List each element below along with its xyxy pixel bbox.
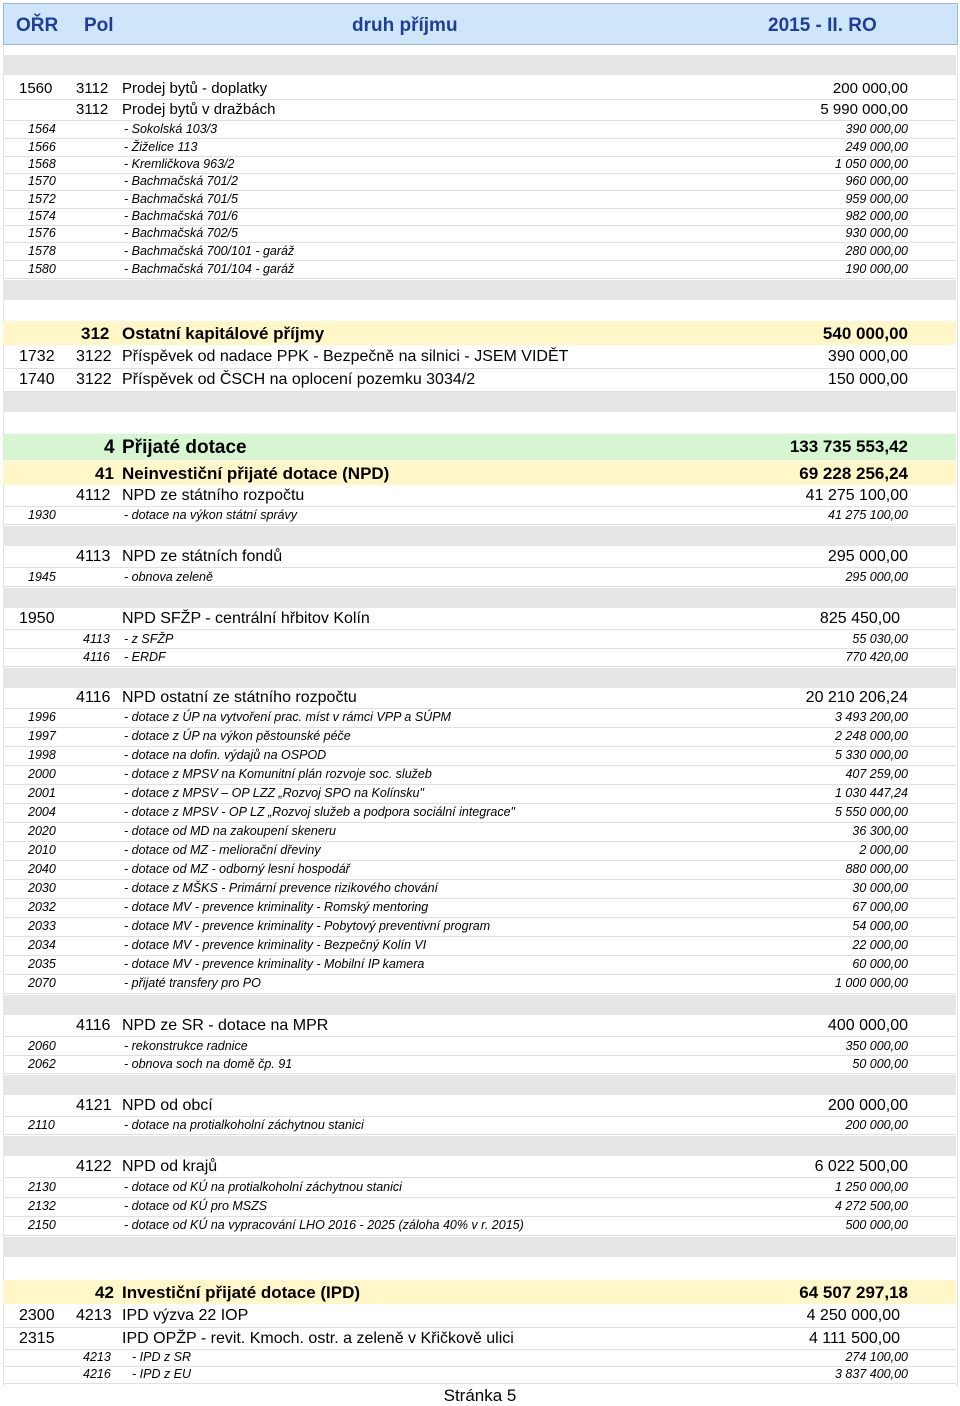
orr-cell: 2010 — [28, 843, 56, 857]
pol-cell: 3122 — [76, 348, 112, 365]
pol-cell: 4113 — [76, 548, 111, 565]
label-cell: Prodej bytů - doplatky — [122, 80, 268, 97]
amount-cell: 350 000,00 — [845, 1039, 908, 1053]
amount-cell: 69 228 256,24 — [799, 464, 908, 483]
label-cell: Prodej bytů v dražbách — [122, 101, 276, 118]
amount-cell: 5 330 000,00 — [835, 748, 908, 762]
pol-cell: 312 — [81, 324, 110, 343]
list-item — [3, 1216, 956, 1236]
label-cell: Příspěvek od nadace PPK - Bezpečně na silnici - JSEM VIDĚT — [122, 348, 569, 365]
orr-cell: 2033 — [28, 919, 56, 933]
label-cell: - dotace na dofin. výdajů na OSPOD — [124, 748, 327, 762]
table-row — [3, 1328, 956, 1350]
page-number: Stránka 5 — [443, 1386, 517, 1405]
section-header-row — [3, 321, 956, 345]
list-item — [3, 1055, 956, 1074]
amount-cell: 6 022 500,00 — [814, 1158, 908, 1175]
list-item — [3, 936, 956, 956]
table-row — [3, 688, 956, 709]
amount-cell: 825 450,00 — [819, 610, 900, 627]
table-row — [3, 100, 956, 121]
orr-cell: 1572 — [28, 192, 56, 206]
label-cell: NPD ze SR - dotace na MPR — [122, 1017, 329, 1034]
list-item — [3, 974, 956, 994]
label-cell: IPD OPŽP - revit. Kmoch. ostr. a zeleně v Křičkově ulici — [122, 1330, 514, 1347]
orr-cell: 1732 — [19, 348, 55, 365]
pol-cell: 4122 — [76, 1158, 112, 1175]
list-item — [3, 1037, 956, 1056]
list-item — [3, 1366, 956, 1384]
orr-cell: 2001 — [28, 786, 56, 800]
table-row — [3, 609, 956, 630]
table-row — [3, 1096, 956, 1117]
amount-cell: 133 735 553,42 — [789, 437, 908, 456]
label-cell: - dotace od KÚ na vypracování LHO 2016 - 2025 (záloha 40% v r. 2015) — [124, 1218, 524, 1232]
orr-cell: 1568 — [28, 157, 56, 171]
orr-cell: 1580 — [28, 262, 56, 276]
label-cell: - Bachmačská 701/5 — [124, 192, 238, 206]
amount-cell: 390 000,00 — [827, 348, 908, 365]
list-item — [3, 727, 956, 747]
orr-cell: 1564 — [28, 122, 56, 136]
orr-cell: 1997 — [28, 729, 56, 743]
gap-row — [3, 280, 956, 300]
table-row — [3, 346, 956, 369]
label-cell: NPD od obcí — [122, 1097, 213, 1114]
gap-row — [3, 995, 956, 1015]
orr-cell: 2004 — [28, 805, 56, 819]
list-item — [3, 803, 956, 823]
label-cell: - dotace od KÚ na protialkoholní záchytnou stanici — [124, 1180, 402, 1194]
amount-cell: 36 300,00 — [852, 824, 908, 838]
label-cell: - dotace z MPSV – OP LZZ „Rozvoj SPO na Kolínsku" — [124, 786, 424, 800]
orr-cell: 1930 — [28, 508, 56, 522]
label-cell: NPD SFŽP - centrální hřbitov Kolín — [122, 610, 370, 627]
gap-row — [3, 668, 956, 688]
table-row — [3, 547, 956, 568]
list-item — [3, 841, 956, 861]
amount-cell: 50 000,00 — [852, 1057, 908, 1071]
orr-cell: 2300 — [19, 1307, 55, 1324]
orr-cell: 1998 — [28, 748, 56, 762]
pol-cell: 3112 — [76, 101, 109, 118]
amount-cell: 400 000,00 — [827, 1017, 908, 1034]
list-item — [3, 1116, 956, 1135]
gap-row — [3, 1237, 956, 1257]
amount-cell: 200 000,00 — [832, 80, 908, 97]
gap-row — [3, 526, 956, 546]
list-item — [3, 784, 956, 804]
orr-cell: 2030 — [28, 881, 56, 895]
pol-cell: 4116 — [83, 650, 110, 664]
list-item — [3, 242, 956, 261]
pol-cell: 4121 — [76, 1097, 112, 1114]
pol-cell: 41 — [95, 464, 114, 483]
amount-cell: 500 000,00 — [845, 1218, 908, 1232]
amount-cell: 295 000,00 — [827, 548, 908, 565]
label-cell: - dotace z MPSV na Komunitní plán rozvoje soc. služeb — [124, 767, 432, 781]
amount-cell: 150 000,00 — [827, 371, 908, 388]
label-cell: - obnova soch na domě čp. 91 — [124, 1057, 293, 1071]
section-header-row — [3, 434, 956, 460]
label-cell: NPD ze státních fondů — [122, 548, 283, 565]
list-item — [3, 1197, 956, 1217]
label-cell: - Bachmačská 700/101 - garáž — [124, 244, 295, 258]
orr-cell: 1578 — [28, 244, 56, 258]
table-row — [3, 78, 956, 100]
label-cell: Neinvestiční přijaté dotace (NPD) — [122, 464, 390, 483]
amount-cell: 2 248 000,00 — [835, 729, 908, 743]
orr-cell: 2130 — [28, 1180, 56, 1194]
amount-cell: 3 493 200,00 — [835, 710, 908, 724]
amount-cell: 295 000,00 — [845, 570, 908, 584]
label-cell: NPD ostatní ze státního rozpočtu — [122, 689, 357, 706]
label-cell: NPD od krajů — [122, 1158, 218, 1175]
orr-cell: 2132 — [28, 1199, 56, 1213]
orr-cell: 2040 — [28, 862, 56, 876]
amount-cell: 880 000,00 — [845, 862, 908, 876]
list-item — [3, 860, 956, 880]
orr-cell: 2070 — [28, 976, 56, 990]
label-cell: - dotace z ÚP na vytvoření prac. míst v rámci VPP a SÚPM — [124, 710, 451, 724]
header-druh-prijmu: druh příjmu — [352, 15, 458, 36]
amount-cell: 2 000,00 — [859, 843, 908, 857]
amount-cell: 54 000,00 — [852, 919, 908, 933]
gap-row — [3, 55, 956, 75]
list-item — [3, 1349, 956, 1367]
amount-cell: 67 000,00 — [852, 900, 908, 914]
list-item — [3, 648, 956, 667]
list-item — [3, 746, 956, 766]
list-item — [3, 765, 956, 785]
list-item — [3, 955, 956, 975]
list-item — [3, 260, 956, 279]
section-header-row — [3, 1280, 956, 1304]
list-item — [3, 822, 956, 842]
orr-cell: 1560 — [19, 80, 53, 97]
orr-cell: 2035 — [28, 957, 56, 971]
amount-cell: 30 000,00 — [852, 881, 908, 895]
amount-cell: 41 275 100,00 — [828, 508, 908, 522]
pol-cell: 4213 — [83, 1350, 111, 1364]
label-cell: - dotace od MZ - odborný lesní hospodář — [124, 862, 350, 876]
gap-row — [3, 392, 956, 412]
amount-cell: 190 000,00 — [845, 262, 908, 276]
label-cell: - Bachmačská 701/6 — [124, 209, 238, 223]
amount-cell: 930 000,00 — [845, 226, 908, 240]
amount-cell: 5 550 000,00 — [835, 805, 908, 819]
pol-cell: 4213 — [76, 1307, 112, 1324]
list-item — [3, 708, 956, 728]
table-row — [3, 1016, 956, 1037]
list-item — [3, 172, 956, 191]
orr-cell: 2060 — [28, 1039, 56, 1053]
list-item — [3, 879, 956, 899]
list-item — [3, 506, 956, 525]
amount-cell: 770 420,00 — [845, 650, 908, 664]
amount-cell: 390 000,00 — [845, 122, 908, 136]
amount-cell: 249 000,00 — [845, 140, 908, 154]
amount-cell: 200 000,00 — [827, 1097, 908, 1114]
list-item — [3, 224, 956, 243]
table-header — [3, 3, 958, 45]
amount-cell: 274 100,00 — [845, 1350, 908, 1364]
orr-cell: 1570 — [28, 174, 56, 188]
amount-cell: 4 250 000,00 — [806, 1307, 900, 1324]
orr-cell: 1574 — [28, 209, 56, 223]
pol-cell: 3122 — [76, 371, 112, 388]
orr-cell: 2000 — [28, 767, 56, 781]
gap-row — [3, 1075, 956, 1095]
table-row — [3, 486, 956, 507]
list-item — [3, 568, 956, 587]
label-cell: Ostatní kapitálové příjmy — [122, 324, 325, 343]
pol-cell: 42 — [95, 1283, 114, 1302]
amount-cell: 55 030,00 — [852, 632, 908, 646]
label-cell: Příspěvek od ČSCH na oplocení pozemku 3034/2 — [122, 371, 476, 388]
list-item — [3, 120, 956, 139]
label-cell: - dotace z MŠKS - Primární prevence rizikového chování — [124, 881, 439, 895]
amount-cell: 982 000,00 — [845, 209, 908, 223]
label-cell: - dotace od MD na zakoupení skeneru — [124, 824, 336, 838]
orr-cell: 2034 — [28, 938, 56, 952]
table-row — [3, 1305, 956, 1328]
orr-cell: 2150 — [28, 1218, 56, 1232]
pol-cell: 3112 — [76, 80, 109, 97]
label-cell: IPD výzva 22 IOP — [122, 1307, 249, 1324]
orr-cell: 2110 — [28, 1118, 55, 1132]
list-item — [3, 1178, 956, 1198]
label-cell: - Sokolská 103/3 — [124, 122, 218, 136]
label-cell: - dotace MV - prevence kriminality - Mobilní IP kamera — [124, 957, 425, 971]
header-period: 2015 - II. RO — [768, 15, 877, 36]
pol-cell: 4116 — [76, 1017, 111, 1034]
orr-cell: 2062 — [28, 1057, 56, 1071]
orr-cell: 1566 — [28, 140, 56, 154]
header-pol: Pol — [84, 15, 114, 36]
amount-cell: 20 210 206,24 — [805, 689, 908, 706]
amount-cell: 1 050 000,00 — [835, 157, 908, 171]
label-cell: - dotace od KÚ pro MSZS — [124, 1199, 268, 1213]
amount-cell: 3 837 400,00 — [835, 1367, 908, 1381]
pol-cell: 4116 — [76, 689, 111, 706]
orr-cell: 1576 — [28, 226, 56, 240]
label-cell: - dotace na protialkoholní záchytnou stanici — [124, 1118, 364, 1132]
amount-cell: 407 259,00 — [845, 767, 908, 781]
orr-cell: 1945 — [28, 570, 56, 584]
pol-cell: 4113 — [83, 632, 110, 646]
label-cell: - Žiželice 113 — [124, 140, 198, 154]
label-cell: Investiční přijaté dotace (IPD) — [122, 1283, 361, 1302]
pol-cell: 4 — [104, 437, 115, 458]
pol-cell: 4112 — [76, 487, 111, 504]
label-cell: - obnova zeleně — [124, 570, 213, 584]
label-cell: - Kremličkova 963/2 — [124, 157, 235, 171]
amount-cell: 5 990 000,00 — [820, 101, 908, 118]
amount-cell: 4 272 500,00 — [835, 1199, 908, 1213]
amount-cell: 1 250 000,00 — [835, 1180, 908, 1194]
amount-cell: 280 000,00 — [845, 244, 908, 258]
amount-cell: 960 000,00 — [845, 174, 908, 188]
header-orr: OŘR — [16, 15, 59, 36]
amount-cell: 41 275 100,00 — [805, 487, 908, 504]
label-cell: - Bachmačská 701/104 - garáž — [124, 262, 295, 276]
label-cell: - Bachmačská 702/5 — [124, 226, 238, 240]
label-cell: Přijaté dotace — [122, 437, 247, 458]
amount-cell: 200 000,00 — [845, 1118, 908, 1132]
label-cell: - z SFŽP — [124, 632, 174, 646]
gap-row — [3, 1136, 956, 1156]
table-row — [3, 1157, 956, 1178]
label-cell: NPD ze státního rozpočtu — [122, 487, 305, 504]
amount-cell: 22 000,00 — [852, 938, 908, 952]
list-item — [3, 898, 956, 918]
amount-cell: 64 507 297,18 — [799, 1283, 908, 1302]
label-cell: - dotace od MZ - meliorační dřeviny — [124, 843, 321, 857]
label-cell: - IPD z SR — [132, 1350, 192, 1364]
orr-cell: 1996 — [28, 710, 56, 724]
list-item — [3, 917, 956, 937]
label-cell: - dotace MV - prevence kriminality - Romský mentoring — [124, 900, 429, 914]
label-cell: - dotace MV - prevence kriminality - Pobytový preventivní program — [124, 919, 491, 933]
label-cell: - dotace MV - prevence kriminality - Bezpečný Kolín VI — [124, 938, 427, 952]
pol-cell: 4216 — [83, 1367, 111, 1381]
orr-cell: 2020 — [28, 824, 56, 838]
orr-cell: 2315 — [19, 1330, 55, 1347]
orr-cell: 2032 — [28, 900, 56, 914]
label-cell: - přijaté transfery pro PO — [124, 976, 261, 990]
orr-cell: 1950 — [19, 610, 55, 627]
list-item — [3, 630, 956, 649]
orr-cell: 1740 — [19, 371, 55, 388]
label-cell: - dotace z MPSV - OP LZ „Rozvoj služeb a podpora sociální integrace" — [124, 805, 515, 819]
amount-cell: 959 000,00 — [845, 192, 908, 206]
amount-cell: 540 000,00 — [822, 324, 908, 343]
label-cell: - dotace na výkon státní správy — [124, 508, 298, 522]
amount-cell: 4 111 500,00 — [808, 1330, 900, 1347]
label-cell: - ERDF — [124, 650, 166, 664]
amount-cell: 60 000,00 — [852, 957, 908, 971]
label-cell: - dotace z ÚP na výkon pěstounské péče — [124, 729, 351, 743]
amount-cell: 1 000 000,00 — [835, 976, 908, 990]
label-cell: - IPD z EU — [132, 1367, 192, 1381]
label-cell: - rekonstrukce radnice — [124, 1039, 248, 1053]
section-header-row — [3, 461, 956, 485]
gap-row — [3, 588, 956, 608]
amount-cell: 1 030 447,24 — [835, 786, 908, 800]
label-cell: - Bachmačská 701/2 — [124, 174, 238, 188]
table-row — [3, 369, 956, 392]
